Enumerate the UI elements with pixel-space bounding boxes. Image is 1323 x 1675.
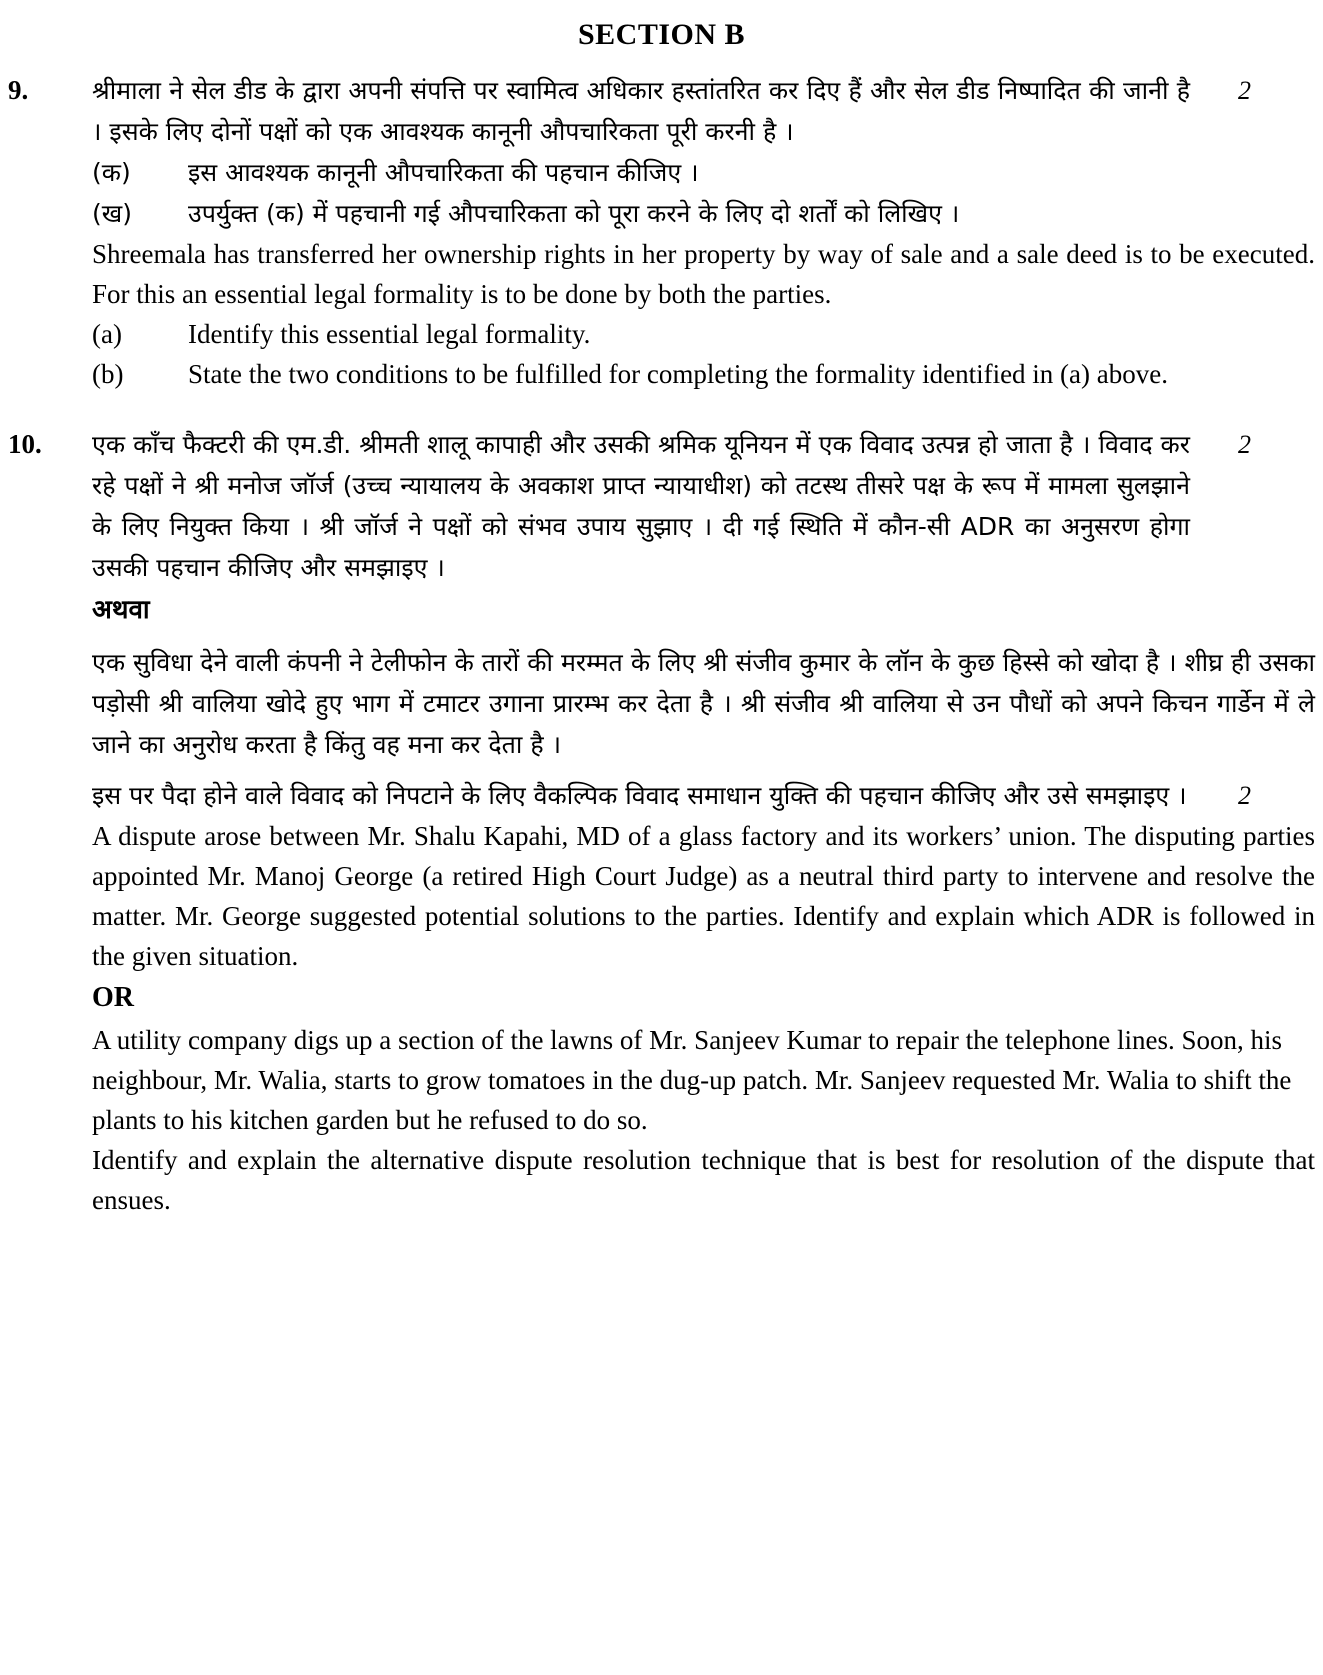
question-10-hindi-main: एक काँच फैक्टरी की एम.डी. श्रीमती शालू कापाही और उसकी श्रमिक यूनियन में एक विवाद उत्पन्न हो जाता है । विवाद कर रहे पक्षों ने श्री मनोज जॉर्ज (उच्च न्यायालय के अवकाश प्राप्त न्यायाधीश) को तटस्थ तीसरे पक्ष के रूप में मामला सुलझाने के लिए नियुक्त किया । श्री जॉर्ज ने पक्षों को संभव उपाय सुझाए । दी गई स्थिति में कौन-सी ADR का अनुसरण होगा उसकी पहचान कीजिए और समझाइए । [92,430,1190,582]
question-10-hindi-main-row [92,424,1315,588]
question-10-hindi-alt-para-2: इस पर पैदा होने वाले विवाद को निपटाने के लिए वैकल्पिक विवाद समाधान युक्ति की पहचान कीजिए और उसे समझाइए । [92,781,1187,810]
question-9-english-sub-b-text: State the two conditions to be fulfilled for completing the formality identified in (a) above. [188,359,1168,389]
question-10-hindi-alt-para-2-row [92,775,1315,816]
question-9-hindi-sub-b [92,193,1315,234]
question-9-body [92,70,1323,394]
question-9-english-sub-b [92,354,1315,394]
question-9-hindi-sub-b-text: उपर्युक्त (क) में पहचानी गई औपचारिकता को पूरा करने के लिए दो शर्तों को लिखिए । [188,199,960,228]
question-9-english-sub-b-label: (b) [92,359,124,389]
question-9-hindi-intro: श्रीमाला ने सेल डीड के द्वारा अपनी संपत्ति पर स्वामित्व अधिकार हस्तांतरित कर दिए हैं और सेल डीड निष्पादित की जानी है । इसके लिए दोनों पक्षों को एक आवश्यक कानूनी औपचारिकता पूरी करनी है । [92,76,1190,146]
spacer [92,765,1315,775]
question-10-block [0,424,1323,1220]
question-10-marks-second: 2 [1238,781,1251,810]
question-9-hindi-sub-a-label: (क) [92,158,131,187]
page-title: SECTION B [577,18,746,51]
question-9-hindi-sub-b-label: (ख) [92,199,132,228]
question-9-english-sub-a [92,314,1315,354]
question-9-hindi-sub-a [92,152,1315,193]
question-10-english-or-label: OR [92,982,134,1013]
question-9-block [0,70,1323,394]
question-10-english-main: A dispute arose between Mr. Shalu Kapahi, MD of a glass factory and its workers’ union. The disputing parties appointed Mr. Manoj George (a retired High Court Judge) as a neutral third party to intervene and resolve the matter. Mr. George suggested potential solutions to the parties. Identify and explain which ADR is followed in the given situation. [92,821,1315,971]
question-10-english-alt-para-2: Identify and explain the alternative dispute resolution technique that is best for resolution of the dispute that ensues. [92,1145,1315,1215]
question-9-marks: 2 [1238,76,1251,105]
question-10-number: 10. [8,429,42,459]
question-10-english-alt-para-1: A utility company digs up a section of the lawns of Mr. Sanjeev Kumar to repair the telephone lines. Soon, his neighbour, Mr. Walia, starts to grow tomatoes in the dug-up patch. Mr. Sanjeev requested Mr. Walia to shift the plants to his kitchen garden but he refused to do so. [92,1025,1292,1135]
question-9-hindi-sub-a-text: इस आवश्यक कानूनी औपचारिकता की पहचान कीजिए । [188,158,699,187]
question-spacer [0,394,1323,424]
question-10-marks-first: 2 [1238,430,1251,459]
question-10-hindi-or-label: अथवा [92,595,150,625]
question-9-english-sub-a-text: Identify this essential legal formality. [188,319,591,349]
question-9-english-intro: Shreemala has transferred her ownership rights in her property by way of sale and a sale deed is to be executed. For this an essential legal formality is to be done by both the parties. [92,239,1315,309]
question-9-number: 9. [8,75,29,105]
spacer [92,632,1315,642]
question-9-english-sub-a-label: (a) [92,319,122,349]
question-10-body [92,424,1323,1220]
question-10-hindi-alt-para-1: एक सुविधा देने वाली कंपनी ने टेलीफोन के तारों की मरम्मत के लिए श्री संजीव कुमार के लॉन के कुछ हिस्से को खोदा है । शीघ्र ही उसका पड़ोसी श्री वालिया खोदे हुए भाग में टमाटर उगाना प्रारम्भ कर देता है । श्री संजीव श्री वालिया से उन पौधों को अपने किचन गार्डेन में ले जाने का अनुरोध करता है किंतु वह मना कर देता है । [92,648,1315,759]
question-9-hindi-intro-row [92,70,1315,152]
